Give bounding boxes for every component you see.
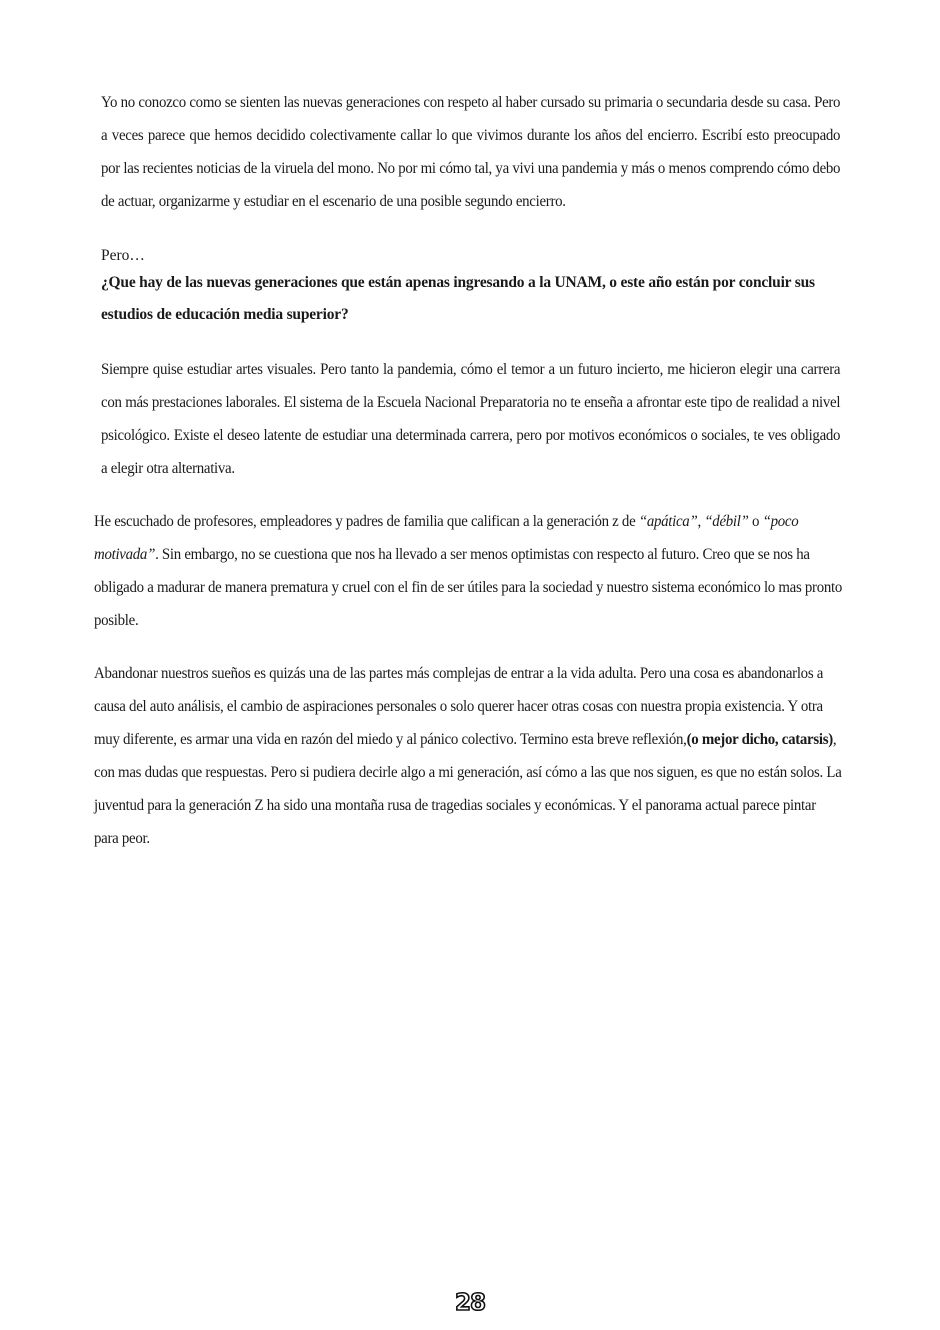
paragraph-4-text-2: , con mas dudas que respuestas. Pero si pudiera decirle algo a mi generación, así cómo a las que nos siguen, es que no están solos. La juventud para la generación Z ha sido una montaña rusa de tragedias sociales y económicas. Y el panorama actual parece pintar para peor. (94, 731, 842, 847)
separator-2: o (748, 513, 763, 530)
page-number: 28 (454, 1290, 485, 1316)
question-heading: ¿Que hay de las nuevas generaciones que están apenas ingresando a la UNAM, o este año están por concluir sus estudios de educación media superior? (101, 274, 815, 323)
separator-1: , (697, 513, 705, 530)
paragraph-1: Yo no conozco como se sienten las nuevas generaciones con respeto al haber cursado su primaria o secundaria desde su casa. Pero a veces parece que hemos decidido colectivamente callar lo que vivimos durante los años del encierro. Escribí esto preocupado por las recientes noticias de la viruela del mono. No por mi cómo tal, ya vivi una pandemia y más o menos comprendo cómo debo de actuar, organizarme y estudiar en el escenario de una posible segundo encierro. (101, 94, 841, 210)
quote-poco-motivada: “poco motivada” (94, 513, 799, 563)
paragraph-3-text-1: He escuchado de profesores, empleadores y padres de familia que califican a la generación z de (94, 513, 639, 530)
paragraph-4-text-1: Abandonar nuestros sueños es quizás una de las partes más complejas de entrar a la vida adulta. Pero una cosa es abandonarlos a causa del auto análisis, el cambio de aspiraciones personales o solo querer hacer otras cosas con nuestra propia existencia. Y otra muy diferente, es armar una vida en razón del miedo y al pánico colectivo. Termino esta breve reflexión, (94, 665, 824, 748)
paragraph-3 (94, 505, 843, 637)
paragraph-3-text-2: . Sin embargo, no se cuestiona que nos ha llevado a ser menos optimistas con respecto al futuro. Creo que se nos ha obligado a madurar de manera prematura y cruel con el fin de ser útiles para la sociedad y nuestro sistema económico lo mas pronto posible. (94, 546, 843, 629)
bold-catarsis: (o mejor dicho, catarsis) (686, 731, 833, 748)
quote-debil: “débil” (704, 513, 749, 530)
quote-apatica: “apática” (638, 513, 698, 530)
paragraph-4 (94, 657, 843, 855)
paragraph-2: Siempre quise estudiar artes visuales. Pero tanto la pandemia, cómo el temor a un futuro incierto, me hicieron elegir una carrera con más prestaciones laborales. El sistema de la Escuela Nacional Preparatoria no te enseña a afrontar este tipo de realidad a nivel psicológico. Existe el deseo latente de estudiar una determinada carrera, pero por motivos económicos o sociales, te ves obligado a elegir otra alternativa. (101, 361, 841, 477)
pero-line: Pero… (101, 247, 145, 264)
